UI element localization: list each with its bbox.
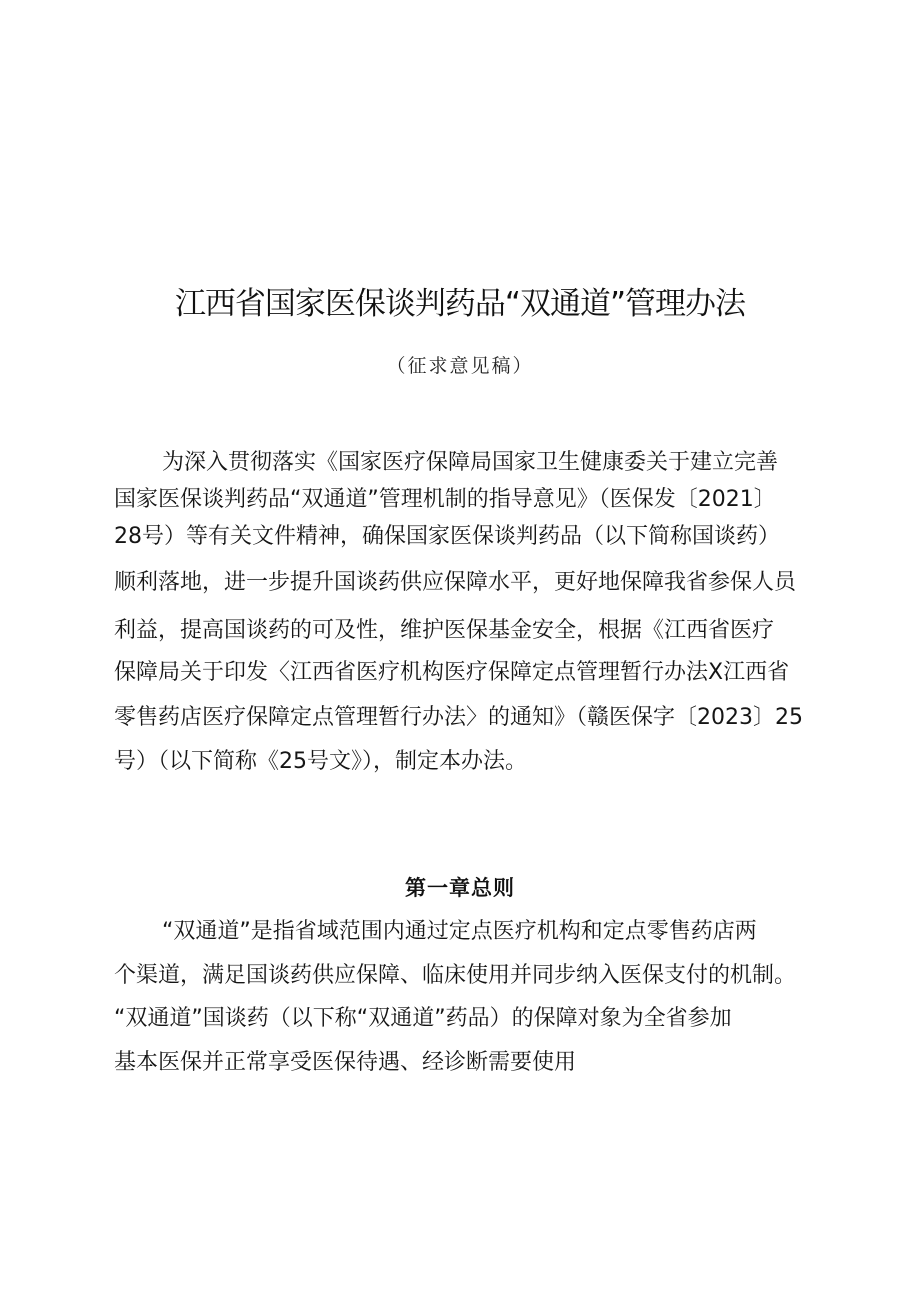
chapter-line: “双通道”国谈药（以下称“双通道”药品）的保障对象为全省参加 bbox=[114, 1006, 732, 1031]
chapter-line: 个渠道，满足国谈药供应保障、临床使用并同步纳入医保支付的机制。 bbox=[114, 963, 797, 988]
preamble-line: 保障局关于印发〈江西省医疗机构医疗保障定点管理暂行办法X江西省 bbox=[114, 660, 790, 685]
preamble-line: 为深入贯彻落实《国家医疗保障局国家卫生健康委关于建立完善 bbox=[162, 450, 779, 475]
preamble-line: 号）（以下简称《25号文》），制定本办法。 bbox=[114, 749, 527, 774]
chapter-line: “双通道”是指省域范围内通过定点医疗机构和定点零售药店两 bbox=[162, 919, 757, 944]
preamble-line: 顺利落地，进一步提升国谈药供应保障水平，更好地保障我省参保人员 bbox=[114, 570, 797, 595]
preamble-line: 28号）等有关文件精神，确保国家医保谈判药品（以下简称国谈药） bbox=[114, 524, 780, 549]
preamble-line: 国家医保谈判药品“双通道”管理机制的指导意见》（医保发〔2021〕 bbox=[114, 487, 776, 512]
document-subtitle: （征求意见稿） bbox=[386, 355, 534, 377]
chapter-heading: 第一章总则 bbox=[405, 876, 515, 900]
document-title: 江西省国家医保谈判药品“双通道”管理办法 bbox=[174, 286, 746, 322]
preamble-line: 利益，提高国谈药的可及性，维护医保基金安全，根据《江西省医疗 bbox=[114, 618, 775, 643]
preamble-line: 零售药店医疗保障定点管理暂行办法〉的通知》（赣医保字〔2023〕25 bbox=[114, 705, 803, 730]
chapter-line: 基本医保并正常享受医保待遇、经诊断需要使用 bbox=[114, 1050, 577, 1075]
